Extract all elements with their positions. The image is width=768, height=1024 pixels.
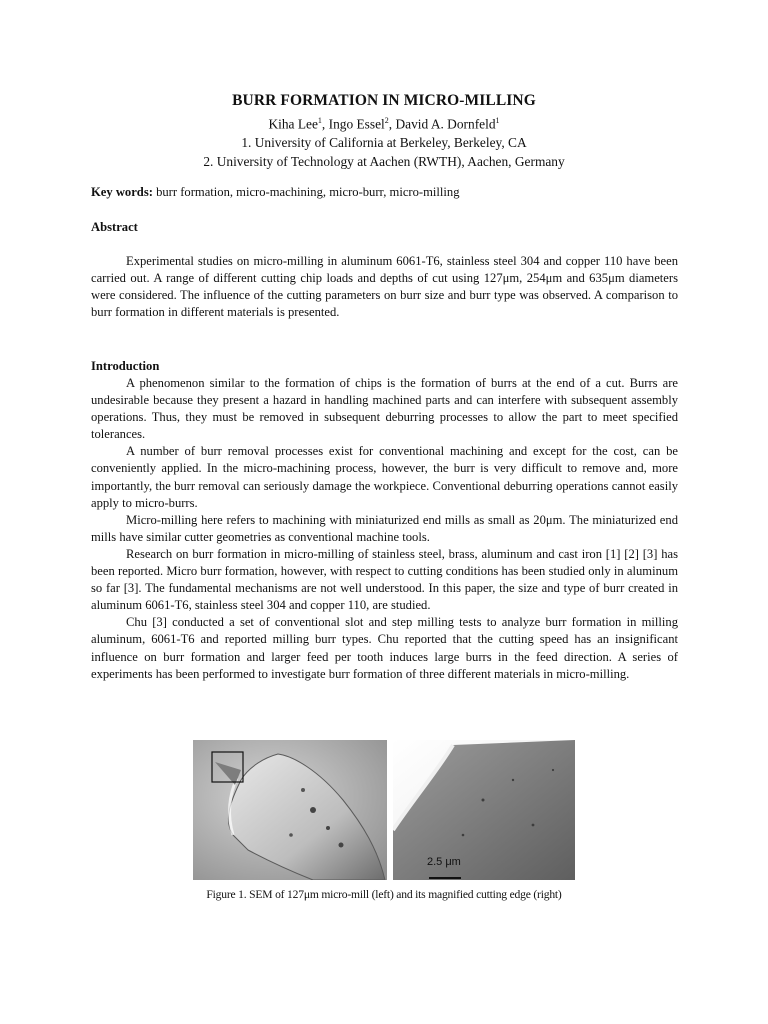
paper-title: BURR FORMATION IN MICRO-MILLING xyxy=(232,92,536,109)
author-affiliation-mark: 2 xyxy=(384,116,389,125)
abstract-heading: Abstract xyxy=(91,220,138,234)
paragraph: A number of burr removal processes exist for conventional machining and except for the cost, can be conveniently applied. In the micro-machining process, however, the burr is very difficult to remove and, more importantly, the burr removal can seriously damage the workpiece. Conventional deburring operations cannot easily apply to micro-burrs. xyxy=(91,444,678,510)
sem-micro-mill-image xyxy=(193,740,387,880)
abstract-text: Experimental studies on micro-milling in aluminum 6061-T6, stainless steel 304 and copper 110 have been carried out. A range of different cutting chip loads and depths of cut using 127μm, 254μm and 635μm diameters were considered. The influence of the cutting parameters on burr size and burr type was observed. A comparison to burr formation in different materials is presented. xyxy=(91,254,678,320)
introduction-heading: Introduction xyxy=(91,359,160,373)
scale-bar-label: 2.5 μm xyxy=(427,856,461,868)
paragraph: Chu [3] conducted a set of conventional slot and step milling tests to analyze burr formation in milling aluminum, 6061-T6 and reported milling burr types. Chu reported that the cutting speed has an insignificant influence on burr formation and larger feed per tooth induces large burrs in the feed direction. A series of experiments has been performed to investigate burr formation of three different materials in micro-milling. xyxy=(91,615,678,681)
affiliation: 1. University of California at Berkeley, Berkeley, CA xyxy=(241,135,527,151)
author-list: Kiha Lee$^1$, Ingo Essel$^2$, David A. Dornfeld$^1$ xyxy=(268,116,500,132)
keywords-label: Key words: xyxy=(91,185,153,199)
keywords-text: burr formation, micro-machining, micro-burr, micro-milling xyxy=(156,185,460,199)
author-affiliation-mark: 1 xyxy=(317,116,322,125)
author-name: Kiha Lee xyxy=(268,116,318,132)
paragraph: Research on burr formation in micro-milling of stainless steel, brass, aluminum and cast iron [1] [2] [3] has been reported. Micro burr formation, however, with respect to cutting conditions has been studied only in aluminum so far [3]. The fundamental mechanisms are not well understood. In this paper, the size and type of burr created in aluminum 6061-T6, stainless steel 304 and copper 110, are studied. xyxy=(91,546,678,613)
author-name: David A. Dornfeld xyxy=(395,116,496,132)
header xyxy=(0,91,768,171)
keywords xyxy=(91,184,678,201)
author-name: Ingo Essel xyxy=(328,116,385,132)
micro-mill-illustration xyxy=(193,740,387,880)
figure-caption: Figure 1. SEM of 127μm micro-mill (left) and its magnified cutting edge (right) xyxy=(206,888,562,901)
sem-cutting-edge-image xyxy=(393,740,575,880)
paragraph: A phenomenon similar to the formation of chips is the formation of burrs at the end of a cut. Burrs are undesirable because they present a hazard in handling machined parts and can interfere with subsequent assembly operations. Thus, they must be removed in subsequent deburring processes to allow the part to meet specified tolerances. xyxy=(91,376,678,442)
cutting-edge-illustration xyxy=(393,740,575,880)
affiliation: 2. University of Technology at Aachen (RWTH), Aachen, Germany xyxy=(203,154,565,170)
author-affiliation-mark: 1 xyxy=(495,116,500,125)
paragraph: Micro-milling here refers to machining with miniaturized end mills as small as 20μm. The miniaturized end mills have similar cutter geometries as conventional machine tools. xyxy=(91,512,678,544)
scale-bar xyxy=(429,877,461,879)
introduction-body xyxy=(91,375,678,683)
